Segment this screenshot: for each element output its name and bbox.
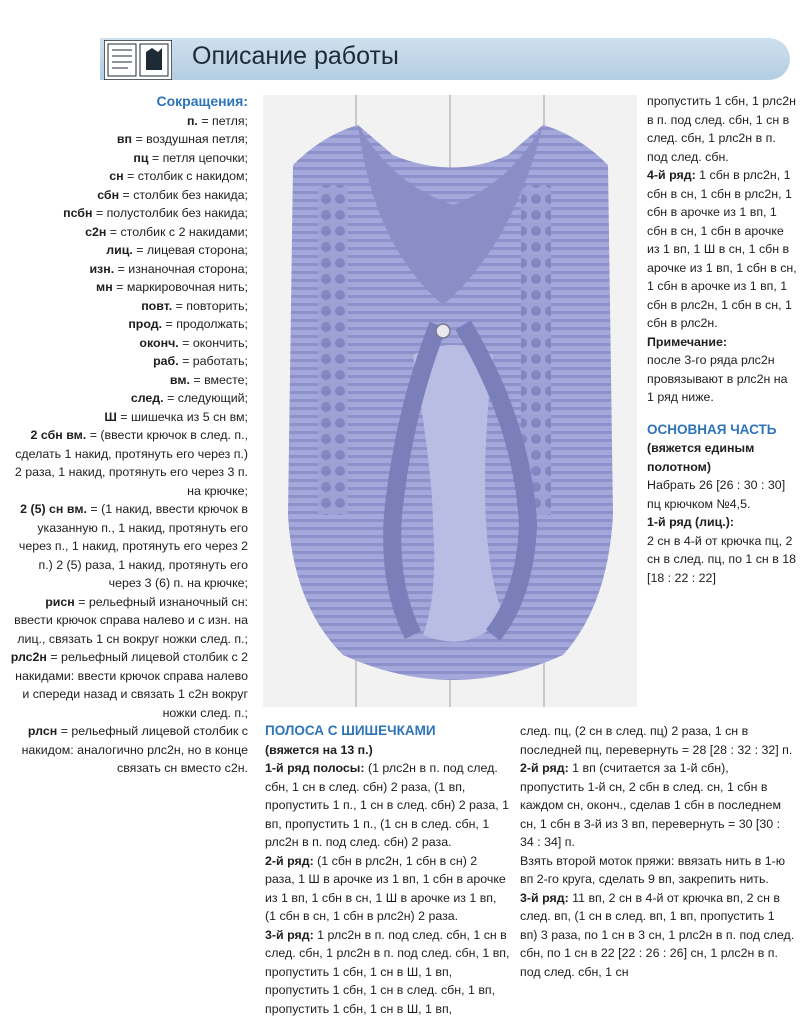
- abbreviation-term: мн: [96, 280, 113, 294]
- abbreviation-definition: = повторить;: [175, 298, 248, 313]
- abbreviation-item: [8, 186, 248, 205]
- strip-row1-text: (1 рлс2н в п. под след. сбн, 1 сн в след. сбн) 2 раза, (1 вп, пропустить 1 п., 1 сн в след. сбн) 2 раза, 1 вп, пропустить 1 п., (1 сн в след. сбн, 1 рлс2н в п. под след. сбн) 2 раза.: [265, 761, 510, 849]
- abbreviation-definition: = рельефный лицевой столбик с накидом: аналогично рлс2н, но в конце связать сн вместо с2н.: [21, 724, 248, 775]
- abbreviation-definition: = следующий;: [167, 391, 248, 405]
- abbreviation-definition: = окончить;: [182, 335, 248, 350]
- abbreviation-term: Ш: [104, 409, 117, 424]
- abbreviation-definition: = вместе;: [193, 372, 248, 387]
- abbreviation-term: прод.: [128, 317, 163, 331]
- abbreviation-item: [8, 648, 248, 722]
- abbreviation-item: [8, 426, 248, 500]
- abbreviation-definition: = петля;: [201, 113, 248, 128]
- abbreviation-term: рлсн: [27, 724, 58, 738]
- strip-row2-label: 2-й ряд:: [265, 853, 314, 868]
- abbreviations-heading: Сокращения:: [156, 93, 248, 109]
- main-row2-text: 1 вп (считается за 1-й сбн), пропустить 1-й сн, 2 сбн в след. сн, 1 сбн в каждом сн, оконч., сделав 1 сбн в последнем сн, 1 сбн в 3-й из 3 вп, перевернуть = 30 [30 : 34 : 34] п.: [520, 761, 781, 849]
- strip-row3-text: 1 рлс2н в п. под след. сбн, 1 сн в след. сбн, 1 рлс2н в п. под след. сбн, 1 вп, пропустить 1 сбн, 1 сн в Ш, 1 вп, пропустить 1 сбн, 1 сн в след. сбн, 1 вп, пропустить 1 сбн, 1 сн в Ш, 1 вп,: [265, 927, 510, 1016]
- abbreviations-list: [8, 92, 248, 778]
- abbreviation-term: 2 (5) сн вм.: [20, 502, 87, 516]
- strip-subtitle: (вяжется на 13 п.): [265, 742, 373, 757]
- abbreviation-term: вп: [116, 132, 133, 146]
- abbreviation-term: пц: [133, 150, 149, 165]
- abbreviation-term: оконч.: [139, 335, 179, 350]
- main-row3-text: 11 вп, 2 сн в 4-й от крючка вп, 2 сн в след. вп, (1 сн в след. вп, 1 вп, пропустить 1 вп) 3 раза, по 1 сн в 3 сн, 1 рлс2н в п. под след. сбн, по 1 сн в 22 [22 : 26 : 26] сн, 1 рлс2н в п. под след. сбн, 1 сн: [520, 890, 795, 979]
- abbreviation-item: [8, 334, 248, 353]
- abbreviation-term: сн: [109, 169, 124, 183]
- row3-continuation: пропустить 1 сбн, 1 рлс2н в п. под след. сбн, 1 сн в след. сбн, 1 рлс2н в п. под след. сбн.: [647, 94, 796, 164]
- abbreviation-item: [8, 352, 248, 371]
- abbreviation-definition: = работать;: [182, 354, 248, 368]
- abbreviation-item: [8, 167, 248, 186]
- abbreviation-item: [8, 500, 248, 593]
- abbreviation-term: рисн: [45, 594, 75, 609]
- abbreviation-definition: = (ввести крючок в след. п., сделать 1 накид, протянуть его через п.) 2 раза, 1 накид, протянуть его через 3 п. на крючке;: [14, 428, 248, 498]
- abbreviation-item: [8, 722, 248, 778]
- main-part-heading: ОСНОВНАЯ ЧАСТЬ: [647, 421, 777, 437]
- row4-text: 1 сбн в рлс2н, 1 сбн в сн, 1 сбн в рлс2н, 1 сбн в арочке из 1 вп, 1 сбн в сн, 1 сбн в арочке из 1 вп, 1 Ш в сн, 1 сбн в арочке из 1 вп, 1 сбн в сн, 1 сбн в арочке из 1 вп, 1 сбн в рлс2н, 1 сбн в сн, 1 сбн в рлс2н.: [647, 168, 797, 330]
- abbreviation-definition: = маркировочная нить;: [116, 280, 248, 294]
- abbreviation-definition: = рельефный лицевой столбик с 2 накидами: ввести крючок справа налево и спереди назад и связать 1 с2н вокруг ножки след. п.;: [15, 650, 248, 720]
- abbreviation-term: изн.: [89, 261, 115, 276]
- abbreviation-definition: = столбик с накидом;: [127, 169, 248, 183]
- crochet-vest-image: [263, 95, 637, 707]
- abbreviation-term: псбн: [63, 206, 93, 220]
- abbreviation-term: раб.: [153, 354, 179, 368]
- abbreviation-definition: = (1 накид, ввести крючок в указанную п., 1 накид, протянуть его через п., 1 накид, протянуть его через 2 п.) 2 (5) раза, 1 накид, протянуть его через 3 (6) п. на крючке;: [18, 502, 248, 590]
- pattern-sheet-icon: [104, 40, 172, 80]
- main-part-subtitle: (вяжется единым полотном): [647, 441, 755, 474]
- abbreviation-definition: = шишечка из 5 сн вм;: [120, 409, 248, 424]
- main-part-cast-on: Набрать 26 [26 : 30 : 30] пц крючком №4,5.: [647, 478, 786, 511]
- strip-section: [265, 722, 510, 1018]
- abbreviation-item: [8, 297, 248, 316]
- strip-row2-text: (1 сбн в рлс2н, 1 сбн в сн) 2 раза, 1 Ш в арочке из 1 вп, 1 сбн в арочке из 1 вп, 1 сбн в сн, 1 Ш в арочке из 1 вп, (1 сбн в сн, 1 сбн в рлс2н) 2 раза.: [265, 853, 506, 923]
- abbreviation-term: вм.: [169, 372, 190, 387]
- abbreviation-definition: = полустолбик без накида;: [95, 206, 248, 220]
- abbreviation-item: [8, 260, 248, 279]
- abbreviation-item: [8, 315, 248, 334]
- strip-row3-label: 3-й ряд:: [265, 927, 314, 942]
- abbreviation-term: с2н: [85, 224, 107, 239]
- abbreviation-items: [8, 112, 248, 778]
- abbreviation-item: [8, 593, 248, 649]
- abbreviation-term: п.: [186, 113, 198, 128]
- abbreviation-item: [8, 278, 248, 297]
- abbreviation-item: [8, 130, 248, 149]
- note-label: Примечание:: [647, 334, 728, 349]
- main-row3-label: 3-й ряд:: [520, 890, 569, 905]
- abbreviation-item: [8, 389, 248, 408]
- abbreviation-item: [8, 371, 248, 390]
- abbreviation-definition: = продолжать;: [165, 317, 248, 331]
- abbreviation-definition: = воздушная петля;: [135, 132, 248, 146]
- right-column: [647, 92, 797, 587]
- note-text: после 3-го ряда рлс2н провязывают в рлс2н на 1 ряд ниже.: [647, 353, 788, 404]
- abbreviation-term: 2 сбн вм.: [30, 428, 87, 442]
- abbreviation-definition: = рельефный изнаночный сн: ввести крючок справа налево и с изн. на лиц., связать 1 сн вокруг ножки след. п.;: [14, 594, 248, 646]
- main-row1-label: 1-й ряд (лиц.):: [647, 515, 734, 529]
- abbreviation-definition: = изнаночная сторона;: [117, 261, 248, 276]
- strip-row1-label: 1-й ряд полосы:: [265, 761, 365, 775]
- abbreviation-definition: = лицевая сторона;: [136, 243, 248, 257]
- second-yarn-paragraph: Взять второй моток пряжи: ввязать нить в 1-ю вп 2-го круга, сделать 9 вп, закрепить нить.: [520, 853, 786, 886]
- page-title: Описание работы: [192, 42, 399, 70]
- abbreviation-item: [8, 408, 248, 427]
- strip-heading: ПОЛОСА С ШИШЕЧКАМИ: [265, 723, 436, 738]
- abbreviation-item: [8, 204, 248, 223]
- abbreviation-term: рлс2н: [10, 650, 47, 664]
- abbreviation-item: [8, 112, 248, 131]
- main-row1-continuation: след. пц, (2 сн в след. пц) 2 раза, 1 сн в последней пц, перевернуть = 28 [28 : 32 : 32] п.: [520, 724, 793, 757]
- main-row2-label: 2-й ряд:: [520, 761, 569, 775]
- abbreviation-definition: = петля цепочки;: [151, 150, 248, 165]
- abbreviation-item: [8, 241, 248, 260]
- abbreviation-definition: = столбик без накида;: [122, 187, 248, 202]
- abbreviation-term: след.: [130, 391, 164, 405]
- row4-label: 4-й ряд:: [647, 168, 696, 182]
- main-row1-text: 2 сн в 4-й от крючка пц, 2 сн в след. пц, по 1 сн в 18 [18 : 22 : 22]: [647, 533, 797, 585]
- main-part-continuation: [520, 722, 795, 981]
- abbreviation-item: [8, 223, 248, 242]
- abbreviation-term: сбн: [97, 187, 120, 202]
- abbreviation-definition: = столбик с 2 накидами;: [109, 224, 248, 239]
- abbreviation-item: [8, 149, 248, 168]
- abbreviation-term: лиц.: [106, 243, 133, 257]
- vest-photo: [263, 95, 637, 707]
- abbreviation-term: повт.: [141, 298, 173, 313]
